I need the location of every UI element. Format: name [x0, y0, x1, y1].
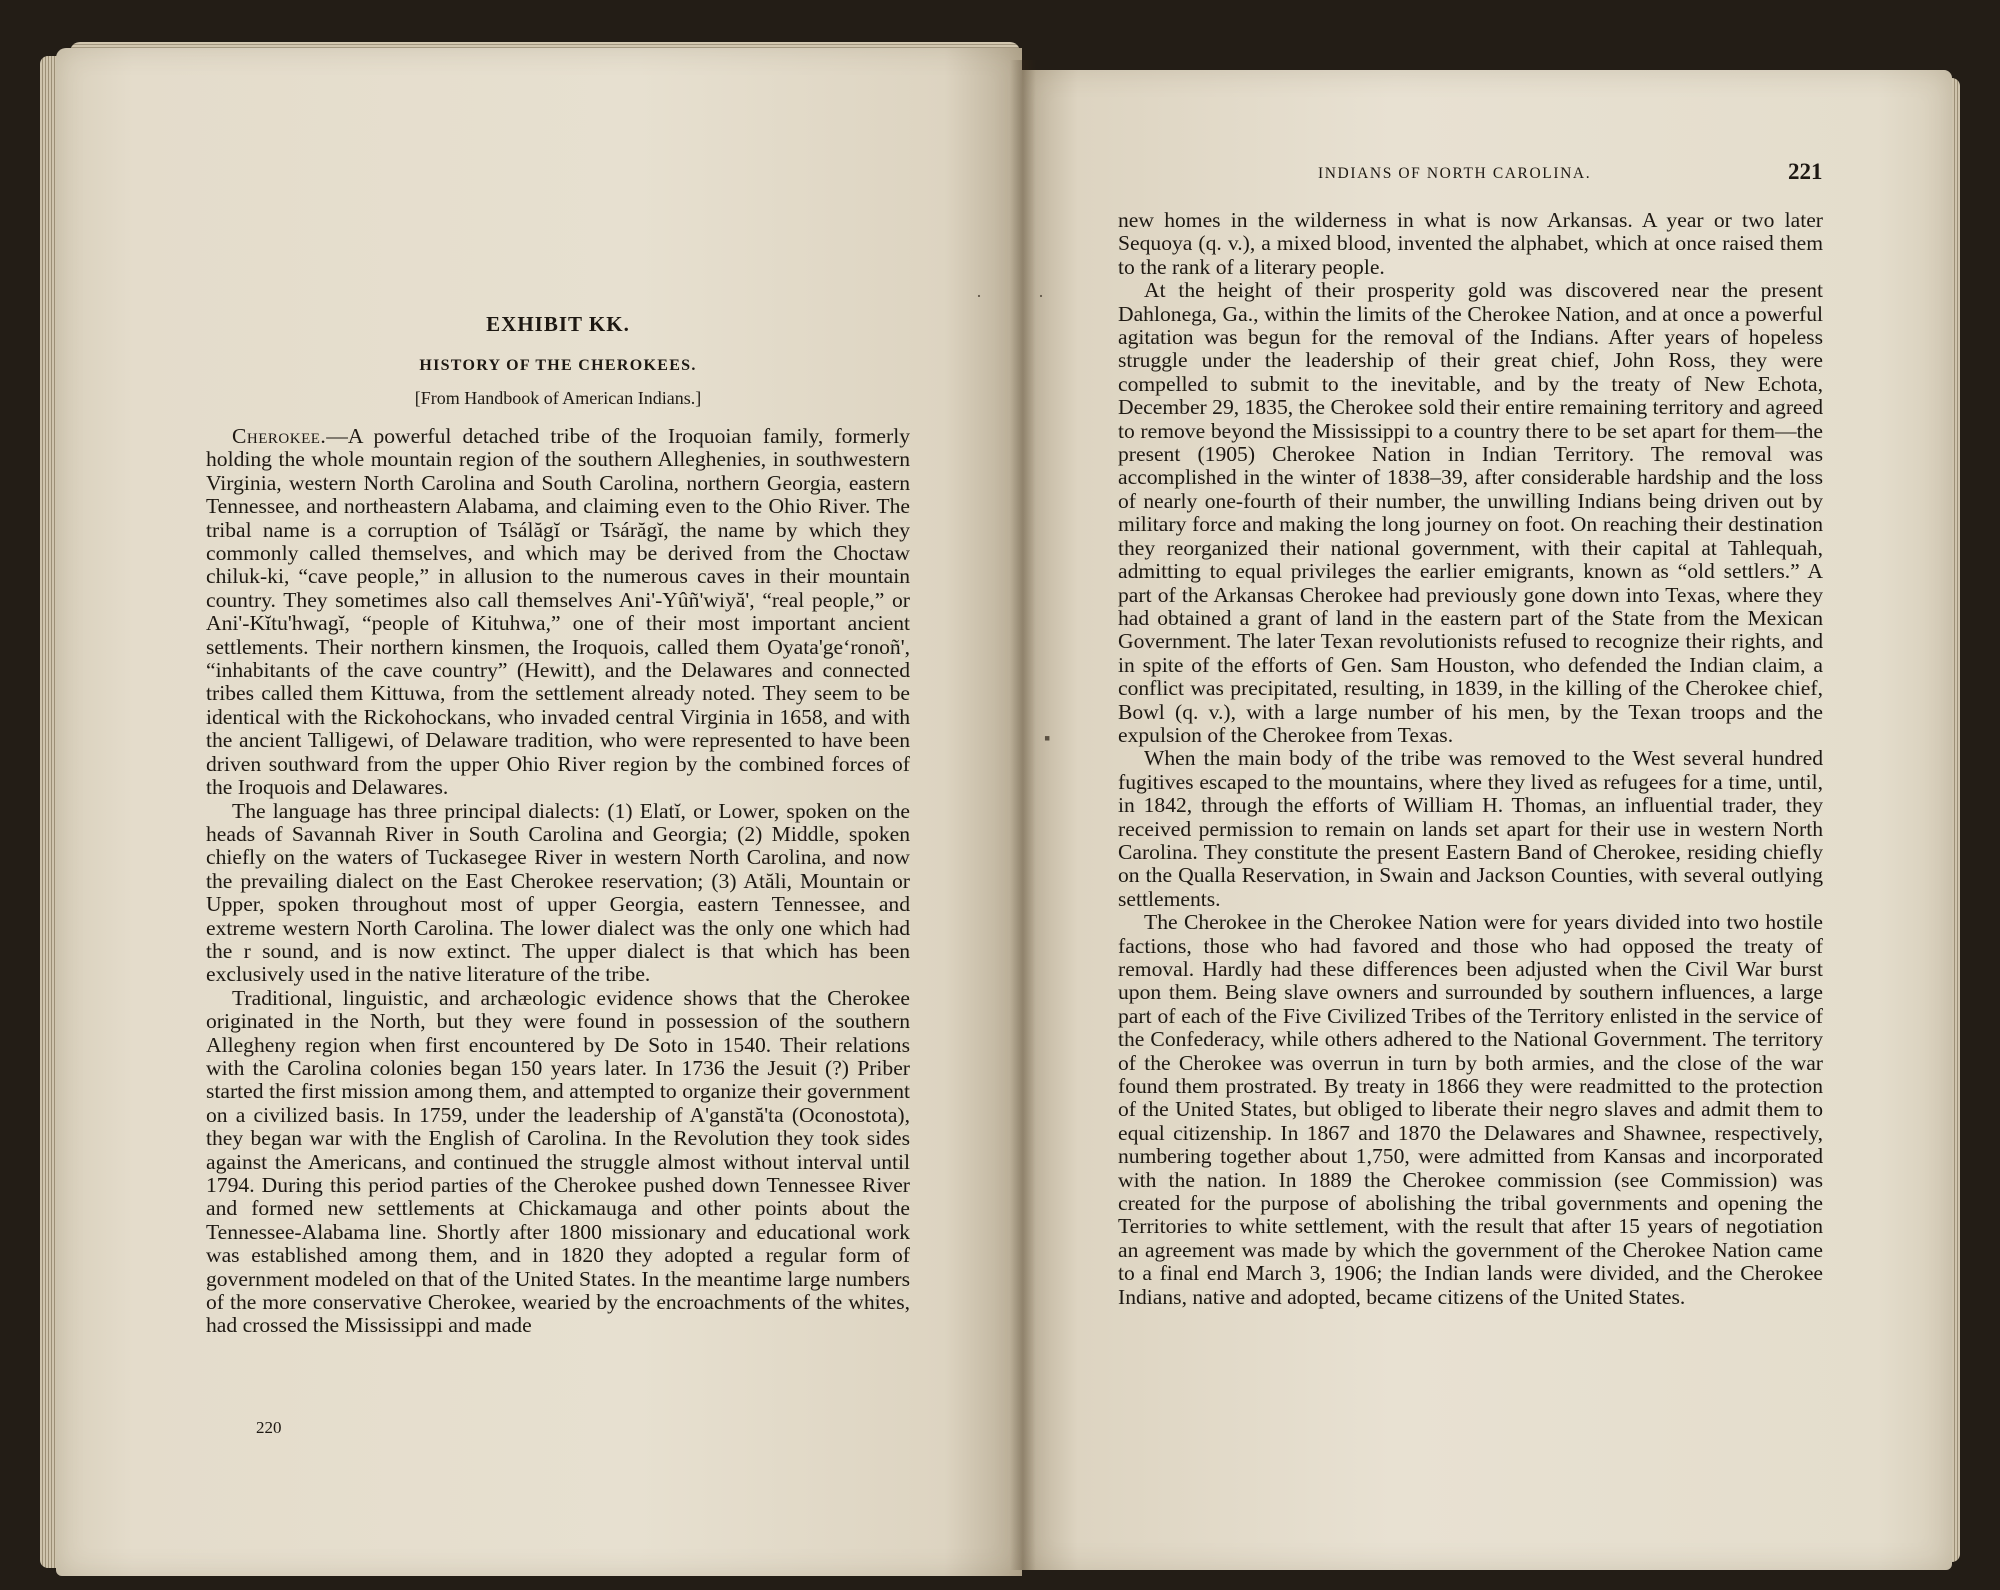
paragraph: When the main body of the tribe was removed to the West several hundred fugitives escaped to the mountains, where they lived as refugees for a time, until, in 1842, through the efforts of William H. Thomas, an influential trader, they received permission to remain on lands set apart for their use in western North Carolina. They constitute the present Eastern Band of Cherokee, residing chiefly on the Qualla Reservation, in Swain and Jackson Counties, with several outlying settlements.	[1118, 746, 1823, 911]
lead-word: Cherokee.	[232, 424, 327, 448]
page-number-left: 220	[256, 1418, 282, 1437]
left-page-text	[206, 425, 910, 1338]
page-number-right: 221	[1788, 159, 1823, 184]
margin-mark: ·	[1038, 286, 1044, 306]
running-head: INDIANS OF NORTH CAROLINA.	[1318, 165, 1592, 182]
paragraph	[206, 425, 910, 800]
margin-mark: ▪	[1044, 728, 1051, 748]
paragraph: Traditional, linguistic, and archæologic evidence shows that the Cherokee originated in the North, but they were found in possession of the southern Allegheny region when first encountered by De Soto in 1540. Their relations with the Carolina colonies began 150 years later. In 1736 the Jesuit (?) Priber started the first mission among them, and attempted to organize their government on a civilized basis. In 1759, under the leadership of A'ganstă'ta (Oconostota), they began war with the English of Carolina. In the Revolution they took sides against the Americans, and continued the struggle almost without interval until 1794. During this period parties of the Cherokee pushed down Tennessee River and formed new settlements at Chickamauga and other points about the Tennessee-Alabama line. Shortly after 1800 missionary and educational work was established among them, and in 1820 they adopted a regular form of government modeled on that of the United States. In the meantime large numbers of the more conservative Cherokee, wearied by the encroachments of the whites, had crossed the Mississippi and made	[206, 985, 910, 1338]
paragraph: The Cherokee in the Cherokee Nation were for years divided into two hostile factions, those who had favored and those who had opposed the treaty of removal. Hardly had these differences been adjusted when the Civil War burst upon them. Being slave owners and surrounded by southern influences, a large part of each of the Five Civilized Tribes of the Territory enlisted in the service of the Confederacy, while others adhered to the National Government. The territory of the Cherokee was overrun in turn by both armies, and the close of the war found them prostrated. By treaty in 1866 they were readmitted to the protection of the United States, but obliged to liberate their negro slaves and admit them to equal citizenship. In 1867 and 1870 the Delawares and Shawnee, respectively, numbering together about 1,750, were admitted from Kansas and incorporated with the nation. In 1889 the Cherokee commission (see Commission) was created for the purpose of abolishing the tribal governments and opening the Territories to white settlement, with the result that after 15 years of negotiation an agreement was made by which the government of the Cherokee Nation came to a final end March 3, 1906; the Indian lands were divided, and the Cherokee Indians, native and adopted, became citizens of the United States.	[1118, 910, 1823, 1309]
history-title: HISTORY OF THE CHEROKEES.	[419, 357, 697, 374]
right-page-text	[1118, 209, 1823, 1309]
source-line: [From Handbook of American Indians.]	[414, 388, 702, 408]
book-gutter	[1010, 60, 1036, 1570]
paragraph: new homes in the wilderness in what is now Arkansas. A year or two later Sequoya (q. v.), a mixed blood, invented the alphabet, which at once raised them to the rank of a literary people.	[1118, 208, 1823, 279]
paragraph-body: —A powerful detached tribe of the Iroquoian family, formerly holding the whole mountain region of the southern Alleghenies, in southwestern Virginia, western North Carolina and South Carolina, northern Georgia, eastern Tennessee, and northeastern Alabama, and claiming even to the Ohio River. The tribal name is a corruption of Tsálăgĭ or Tsárăgĭ, the name by which they commonly called themselves, and which may be derived from the Choctaw chiluk-ki, “cave people,” in allusion to the numerous caves in their mountain country. They sometimes also call themselves Ani'-Yûñ'wiyă', “real people,” or Ani'-Kĭtu'hwagĭ, “people of Kituhwa,” one of their most important ancient settlements. Their northern kinsmen, the Iroquois, called them Oyata'geʻronoñ', “inhabitants of the cave country” (Hewitt), and the Delawares and connected tribes called them Kittuwa, from the settlement already noted. They seem to be identical with the Rickohockans, who invaded central Virginia in 1658, and with the ancient Talligewi, of Delaware tradition, who were represented to have been driven southward from the upper Ohio River region by the combined forces of the Iroquois and Delawares.	[206, 424, 910, 800]
margin-mark: ·	[976, 286, 982, 306]
paragraph: The language has three principal dialects: (1) Elatĭ, or Lower, spoken on the heads of Savannah River in South Carolina and Georgia; (2) Middle, spoken chiefly on the waters of Tuckasegee River in western North Carolina, and now the prevailing dialect on the East Cherokee reservation; (3) Atăli, Mountain or Upper, spoken throughout most of upper Georgia, eastern Tennessee, and extreme western North Carolina. The lower dialect was the only one which had the r sound, and is now extinct. The upper dialect is that which has been exclusively used in the native literature of the tribe.	[206, 798, 910, 987]
exhibit-title: EXHIBIT KK.	[486, 312, 630, 336]
paragraph: At the height of their prosperity gold was discovered near the present Dahlonega, Ga., within the limits of the Cherokee Nation, and at once a powerful agitation was begun for the removal of the Indians. After years of hopeless struggle under the leadership of their great chief, John Ross, they were compelled to submit to the inevitable, and by the treaty of New Echota, December 29, 1835, the Cherokee sold their entire remaining territory and agreed to remove beyond the Mississippi to a country there to be set apart for them—the present (1905) Cherokee Nation in Indian Territory. The removal was accomplished in the winter of 1838–39, after considerable hardship and the loss of nearly one-fourth of their number, the unwilling Indians being driven out by military force and making the long journey on foot. On reaching their destination they reorganized their national government, with their capital at Tahlequah, admitting to equal privileges the earlier emigrants, known as “old settlers.” A part of the Arkansas Cherokee had previously gone down into Texas, where they had obtained a grant of land in the eastern part of the State from the Mexican Government. The later Texan revolutionists refused to recognize their rights, and in spite of the efforts of Gen. Sam Houston, who defended the Indian claim, a conflict was precipitated, resulting, in 1839, in the killing of the Cherokee chief, Bowl (q. v.), with a large number of his men, by the Texan troops and the expulsion of the Cherokee from Texas.	[1118, 278, 1823, 747]
